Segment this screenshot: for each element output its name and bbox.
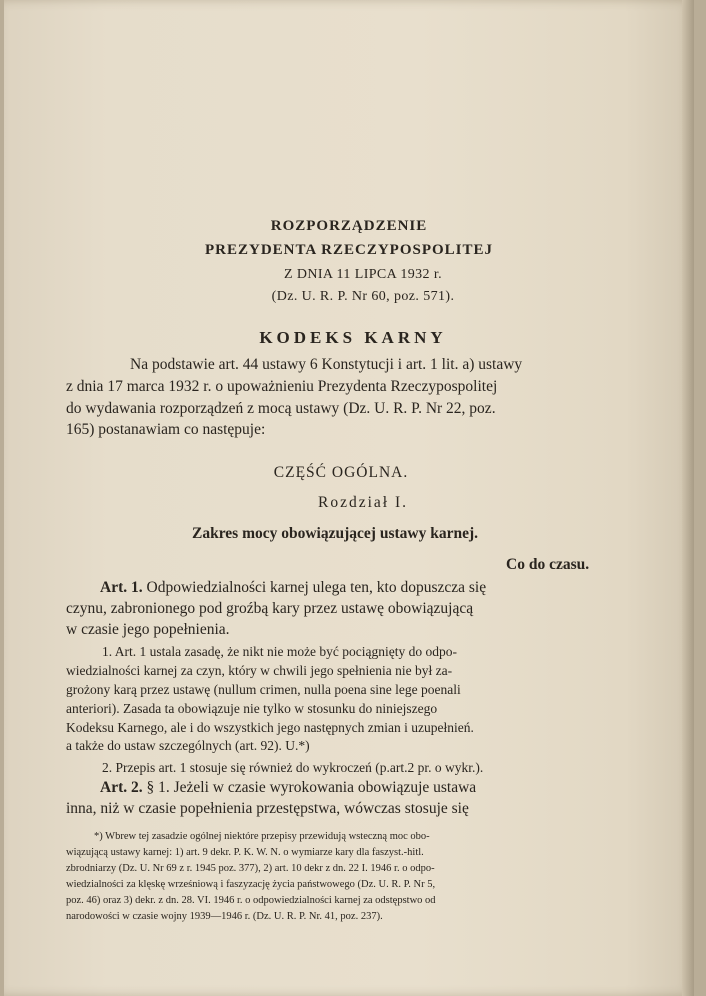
footnote-line: *) Wbrew tej zasadzie ogólnej niektóre przepisy przewidują wsteczną moc obo- <box>94 831 430 842</box>
footnote-line: zbrodniarzy (Dz. U. Nr 69 z r. 1945 poz. 377), 2) art. 10 dekr z dn. 22 I. 1946 r. o odpo- <box>66 863 435 874</box>
art1-line: w czasie jego popełnienia. <box>66 621 230 638</box>
preamble-line: z dnia 17 marca 1932 r. o upoważnieniu Prezydenta Rzeczypospolitej <box>66 378 498 395</box>
art1-first-line <box>100 579 486 597</box>
art1-label: Art. 1. <box>100 579 143 596</box>
preamble-line: do wydawania rozporządzeń z mocą ustawy (Dz. U. R. P. Nr 22, poz. <box>66 400 496 417</box>
note-line: wiedzialności karnej za czyn, który w chwili jego spełnienia nie był za- <box>66 663 453 678</box>
part-heading: CZĘŚĆ OGÓLNA. <box>273 464 409 481</box>
art2-line: inna, niż w czasie popełnienia przestępstwa, wówczas stosuje się <box>66 800 469 817</box>
decree-heading: ROZPORZĄDZENIE <box>270 218 428 234</box>
art1-line: czynu, zabronionego pod groźbą kary przez ustawę obowiązującą <box>66 600 474 617</box>
preamble-line: 165) postanawiam co następuje: <box>66 421 266 438</box>
note-line: grożony karą przez ustawę (nullum crimen, nulla poena sine lege poenali <box>66 682 461 697</box>
preamble-line: Na podstawie art. 44 ustawy 6 Konstytucji i art. 1 lit. a) ustawy <box>130 356 523 373</box>
footnote-line: wiązującą ustawy karnej: 1) art. 9 dekr. P. K. W. N. o wymiarze kary dla faszyst.-hitl. <box>66 847 424 858</box>
footnote-line: narodowości w czasie wojny 1939—1946 r. (Dz. U. R. P. Nr. 41, poz. 237). <box>66 911 383 922</box>
decree-source: (Dz. U. R. P. Nr 60, poz. 571). <box>271 289 455 304</box>
art2-first-line <box>100 779 476 797</box>
subsection-heading: Co do czasu. <box>506 556 590 573</box>
code-title: KODEKS KARNY <box>259 328 447 347</box>
note-line: a także do ustaw szczególnych (art. 92). U.*) <box>66 738 310 753</box>
decree-date: Z DNIA 11 LIPCA 1932 r. <box>283 267 443 282</box>
note-line: Kodeksu Karnego, ale i do wszystkich jego następnych zmian i uzupełnień. <box>66 720 474 735</box>
art1-text: Odpowiedzialności karnej ulega ten, kto dopuszcza się <box>146 579 487 596</box>
footnote-line: poz. 46) oraz 3) dekr. z dn. 28. VI. 1946 r. o odpowiedzialności karnej za odstępstwo od <box>66 895 436 906</box>
note-line: 2. Przepis art. 1 stosuje się również do wykroczeń (p.art.2 pr. o wykr.). <box>102 760 484 775</box>
chapter-title: Zakres mocy obowiązującej ustawy karnej. <box>191 525 478 542</box>
decree-issuer: PREZYDENTA RZECZYPOSPOLITEJ <box>204 242 494 258</box>
footnote-line: wiedzialności za klęskę wrześniową i faszyzację życia państwowego (Dz. U. R. P. Nr 5, <box>66 879 436 890</box>
document-page <box>4 0 694 996</box>
art2-label: Art. 2. <box>100 779 143 796</box>
note-line: anteriori). Zasada ta obowiązuje nie tylko w stosunku do niniejszego <box>66 701 438 716</box>
chapter-heading: Rozdział I. <box>317 494 408 511</box>
note-line: 1. Art. 1 ustala zasadę, że nikt nie może być pociągnięty do odpo- <box>102 644 458 659</box>
art2-text: § 1. Jeżeli w czasie wyrokowania obowiązuje ustawa <box>146 779 477 796</box>
